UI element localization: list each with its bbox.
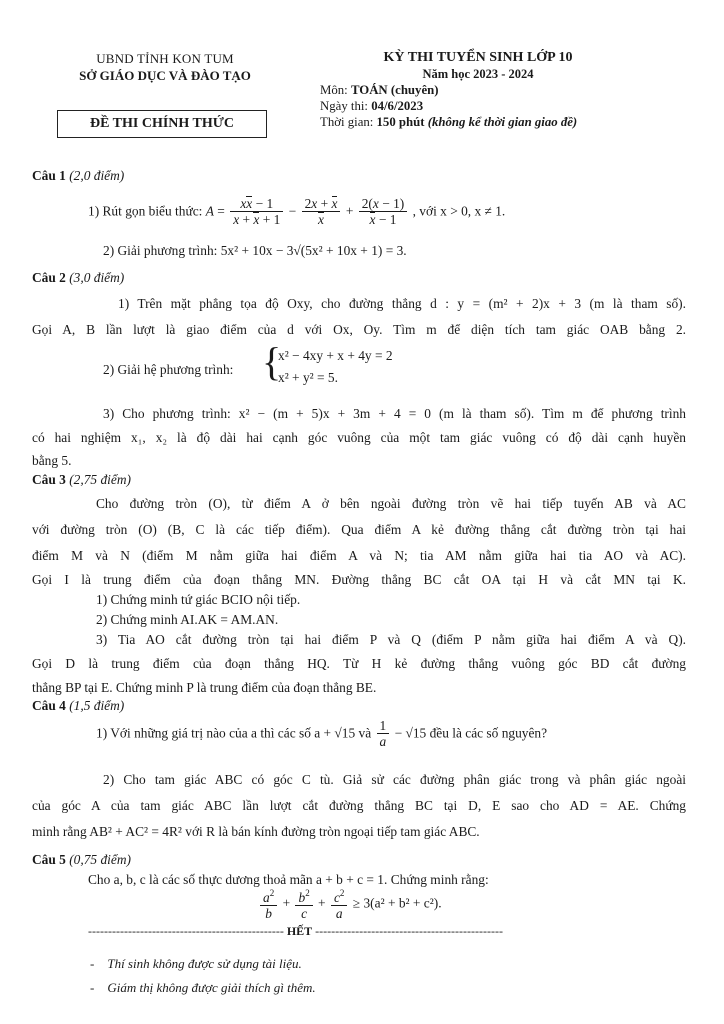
fraction-3: $\frac{2(x - 1)}{x - 1}$ (359, 196, 408, 227)
time-row: Thời gian: 150 phút (không kể thời gian giao đề) (320, 115, 578, 129)
q3-intro-line2: với đường tròn (O) (B, C là các tiếp điểm). Qua điểm A kẻ đường thẳng cắt đường tròn tại hai (32, 522, 686, 537)
q2-part1-line1: 1) Trên mặt phẳng tọa độ Oxy, cho đường thẳng d : y = (m² + 2)x + 3 (m là tham số). (118, 296, 686, 311)
end-divider (88, 924, 588, 939)
q5-intro: Cho a, b, c là các số thực dương thoả mãn a + b + c = 1. Chứng minh rằng: (88, 872, 489, 887)
q5-title: Câu 5 (0,75 điểm) (32, 852, 131, 867)
q1-part1: 1) Rút gọn biểu thức: A = $\frac{xx - 1}{x + x + 1}$ − $\frac{2x + x}{x}$ + $\frac{2(x - 1)}{x - 1}$ , với x > 0, x ≠ 1. (88, 196, 506, 227)
date-value: 04/6/2023 (371, 99, 424, 113)
q1-title: Câu 1 (2,0 điểm) (32, 168, 125, 183)
q3-part3-line2: Gọi D là trung điểm của đoạn thẳng HQ. Từ H kẻ đường thẳng vuông góc BD cắt đường (32, 656, 686, 671)
q3-part2: 2) Chứng minh AI.AK = AM.AN. (96, 612, 279, 627)
issuer-province: UBND TỈNH KON TUM (96, 51, 234, 66)
q3-part3-line3: thẳng BP tại E. Chứng minh P là trung điểm của đoạn thẳng BE. (32, 680, 377, 695)
q3-intro-line3: điểm M và N (điểm M nằm giữa hai điểm A và N; tia AM nằm giữa hai tia AO và AC). (32, 548, 686, 563)
q2-part3-line2: có hai nghiệm x₁, x₂ là độ dài hai cạnh góc vuông của một tam giác vuông có độ dài cạnh huyền (32, 430, 686, 445)
q3-part3-line1: 3) Tia AO cắt đường tròn tại hai điểm P và Q (điểm P nằm giữa hai điểm A và Q). (96, 632, 686, 647)
q4-part1: 1) Với những giá trị nào của a thì các số a + √15 và $\frac{1}{a}$ − √15 đều là các số nguyên? (96, 718, 548, 749)
time-note: (không kể thời gian giao đề) (427, 115, 578, 129)
fraction-2: $\frac{2x + x}{x}$ (302, 196, 341, 227)
time-value: 150 phút (376, 115, 425, 129)
date-row: Ngày thi: 04/6/2023 (320, 99, 424, 113)
q2-part2-label: 2) Giải hệ phương trình: (103, 362, 234, 377)
q1-part2: 2) Giải phương trình: 5x² + 10x − 3√(5x² + 10x + 1) = 3. (103, 243, 407, 258)
q3-title: Câu 3 (2,75 điểm) (32, 472, 131, 487)
divider-dashes-right: ----------------------------------------------- (315, 924, 503, 938)
q2-title: Câu 2 (3,0 điểm) (32, 270, 125, 285)
exam-title: KỲ THI TUYỂN SINH LỚP 10 (383, 50, 573, 65)
q4-part2-line3: minh rằng AB² + AC² = 4R² với R là bán kính đường tròn ngoại tiếp tam giác ABC. (32, 824, 480, 839)
q2-part1-line2: Gọi A, B lần lượt là giao điểm của d với Ox, Oy. Tìm m để diện tích tam giác OAB bằng 2. (32, 322, 686, 337)
q2-eq2: x² + y² = 5. (278, 370, 338, 385)
q3-part1: 1) Chứng minh tứ giác BCIO nội tiếp. (96, 592, 301, 607)
q4-title: Câu 4 (1,5 điểm) (32, 698, 125, 713)
brace-icon: { (262, 339, 282, 384)
q2-part3-line3: bằng 5. (32, 453, 72, 468)
issuer-department: SỞ GIÁO DỤC VÀ ĐÀO TẠO (79, 68, 251, 83)
subject-row: Môn: TOÁN (chuyên) (320, 83, 439, 97)
q2-part3-line1: 3) Cho phương trình: x² − (m + 5)x + 3m + 4 = 0 (m là tham số). Tìm m để phương trình (103, 406, 686, 421)
end-mark: HẾT (286, 924, 313, 938)
fraction-1-over-a: $\frac{1}{a}$ (377, 718, 390, 749)
exam-info-block (320, 50, 720, 130)
q4-part2-line1: 2) Cho tam giác ABC có góc C tù. Giả sử các đường phân giác trong và phân giác ngoài (103, 772, 686, 787)
q4-part2-line2: của góc A của tam giác ABC lần lượt cắt đường thẳng BC tại D, E sao cho AD = AE. Chứng (32, 798, 686, 813)
note-1: - Thí sinh không được sử dụng tài liệu. (90, 956, 302, 971)
q2-eq1: x² − 4xy + x + 4y = 2 (278, 348, 393, 363)
q5-inequality: $\frac{a^2}{b}$ + $\frac{b^2}{c}$ + $\frac{c^2}{a}$ ≥ 3(a² + b² + c²). (258, 886, 442, 921)
fraction-1: $\frac{xx - 1}{x + x + 1}$ (230, 196, 283, 227)
issuer-block (40, 50, 290, 84)
official-exam-box: ĐỀ THI CHÍNH THỨC (57, 110, 267, 138)
subject-value: TOÁN (chuyên) (350, 83, 439, 97)
divider-dashes-left: ------------------------------------------------- (88, 924, 284, 938)
note-2: - Giám thị không được giải thích gì thêm. (90, 980, 316, 995)
q3-intro-line1: Cho đường tròn (O), từ điểm A ở bên ngoài đường tròn vẽ hai tiếp tuyến AB và AC (96, 496, 686, 511)
q3-intro-line4: Gọi I là trung điểm của đoạn thẳng MN. Đường thẳng BC cắt OA tại H và cắt MN tại K. (32, 572, 686, 587)
school-year: Năm học 2023 - 2024 (422, 67, 534, 81)
